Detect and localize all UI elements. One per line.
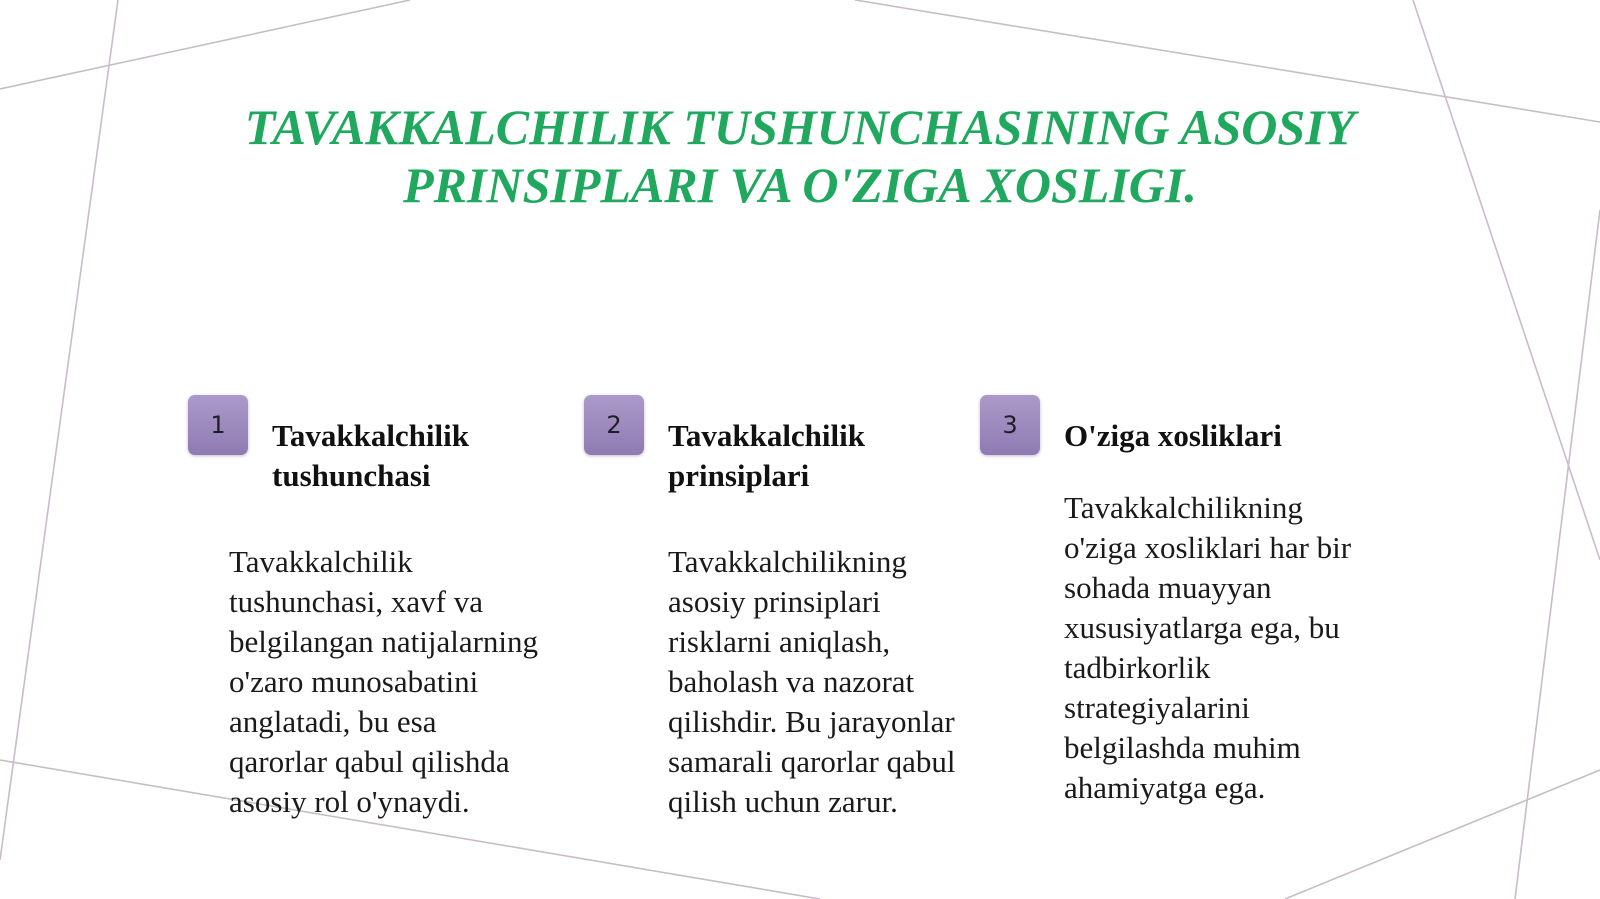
card-1-text-line: tushunchasi, xavf va [229,584,483,619]
card-3-text-line: ahamiyatga ega. [1064,770,1266,805]
card-2-text-line: qilish uchun zarur. [668,784,898,819]
card-1-text [229,542,538,822]
bg-line [1515,210,1600,899]
card-3-text-line: Tavakkalchilikning [1064,490,1303,525]
card-2-text-line: qilishdir. Bu jarayonlar [668,704,955,739]
card-2-title [668,416,865,496]
card-3-text-line: xususiyatlarga ega, bu [1064,610,1340,645]
bg-line [0,0,118,860]
card-1-text-line: asosiy rol o'ynaydi. [229,784,470,819]
card-3-text [1064,488,1351,808]
card-3-title-line: O'ziga xosliklari [1064,418,1282,453]
card-2-text-line: Tavakkalchilikning [668,544,907,579]
slide-title [150,98,1450,214]
card-2-title-line: prinsiplari [668,458,810,493]
card-2-title-line: Tavakkalchilik [668,418,866,453]
card-2-text-line: asosiy prinsiplari [668,584,881,619]
card-3-title [1064,416,1282,456]
bg-line [1413,0,1600,560]
card-3-text-line: o'ziga xosliklari har bir [1064,530,1352,565]
card-3-text-line: belgilashda muhim [1064,730,1301,765]
card-3-text-line: tadbirkorlik [1064,650,1211,685]
card-1-text-line: Tavakkalchilik [229,544,413,579]
card-1-text-line: o'zaro munosabatini [229,664,479,699]
card-1-title-line: tushunchasi [272,458,431,493]
card-1-number-badge: 1 [188,395,248,455]
card-2-text [668,542,955,822]
card-1-text-line: qarorlar qabul qilishda [229,744,510,779]
card-3-text-line: strategiyalarini [1064,690,1250,725]
card-2-text-line: baholash va nazorat [668,664,915,699]
title-line-1: TAVAKKALCHILIK TUSHUNCHASINING ASOSIY [244,99,1356,155]
title-line-2: PRINSIPLARI VA O'ZIGA XOSLIGI. [403,157,1197,213]
card-3-text-line: sohada muayyan [1064,570,1272,605]
card-1-text-line: belgilangan natijalarning [229,624,539,659]
bg-line [0,0,410,89]
card-2-text-line: samarali qarorlar qabul [668,744,956,779]
card-1-title [272,416,469,496]
card-2-number-badge: 2 [584,395,644,455]
card-1-title-line: Tavakkalchilik [272,418,470,453]
card-2-text-line: risklarni aniqlash, [668,624,891,659]
card-1-text-line: anglatadi, bu esa [229,704,437,739]
card-3-number-badge: 3 [980,395,1040,455]
